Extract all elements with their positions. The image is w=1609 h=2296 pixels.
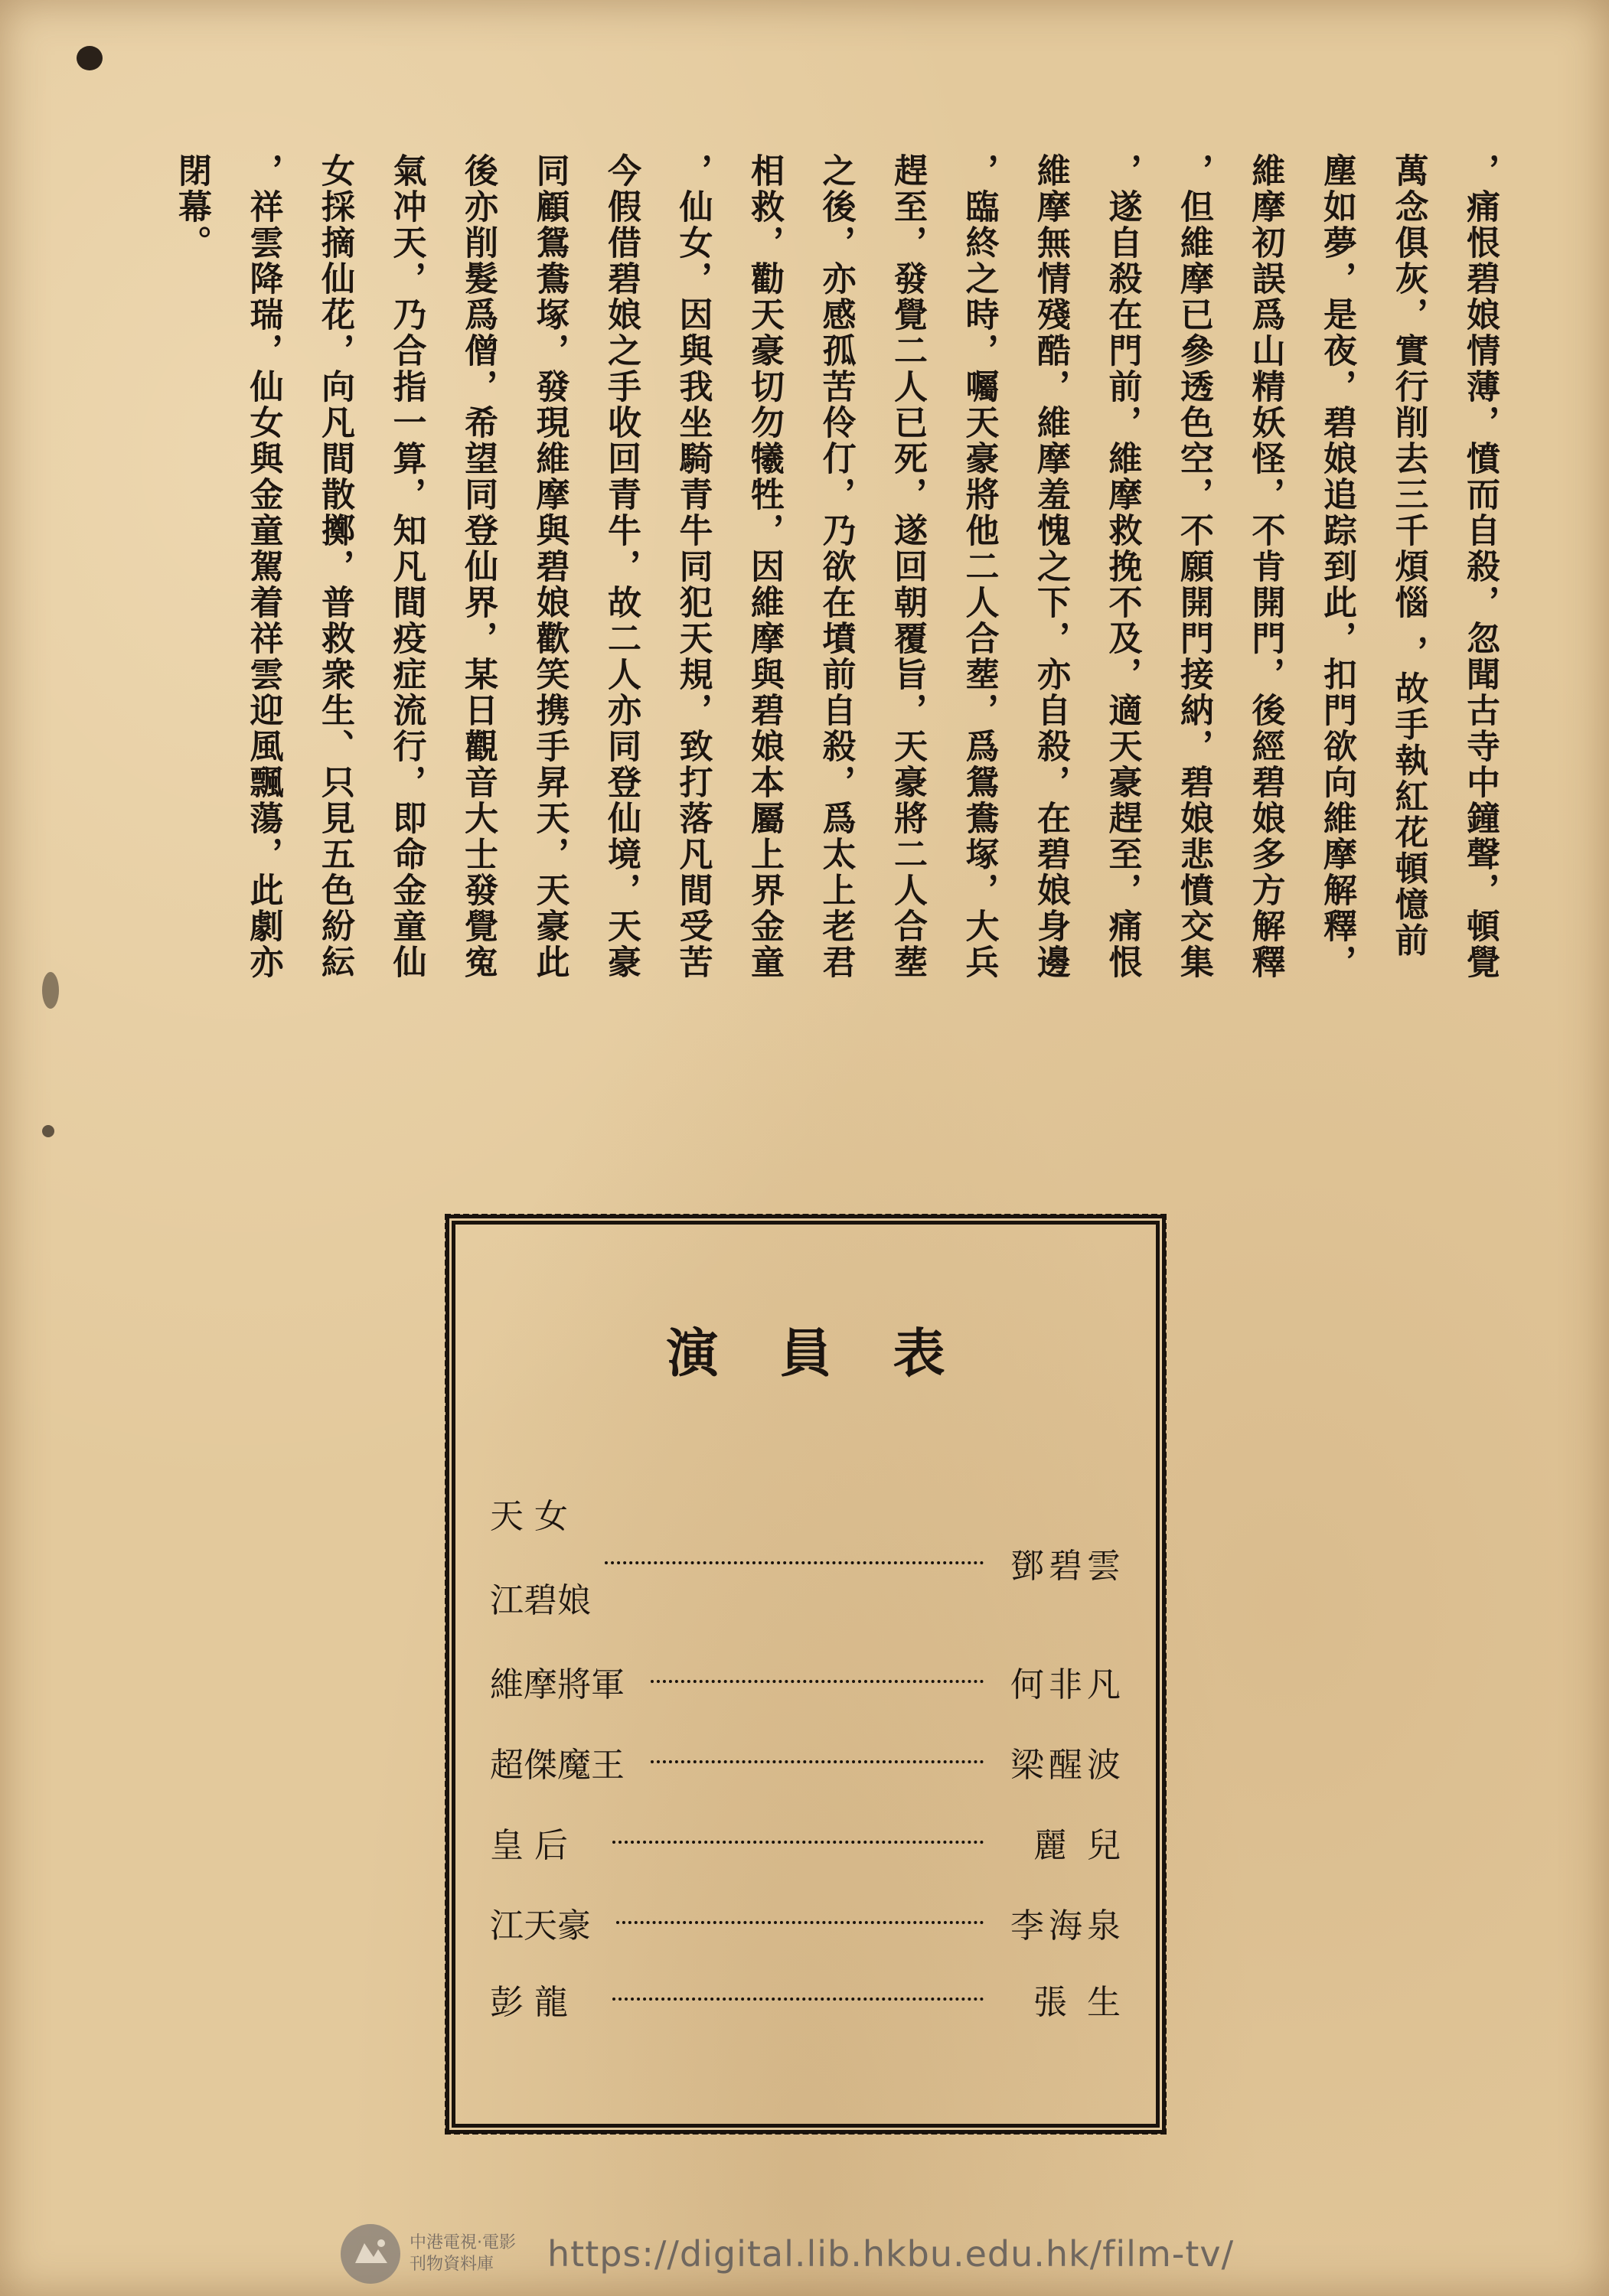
cast-role: 皇 后	[490, 1826, 568, 1865]
cast-role: 天 女	[490, 1497, 568, 1536]
leader-dots	[616, 1921, 984, 1924]
ink-spot	[77, 46, 103, 70]
synopsis-column: 今假借碧娘之手收回青牛，故二人亦同登仙境，天豪	[602, 153, 641, 980]
cast-role: 超傑魔王	[490, 1746, 625, 1785]
synopsis-column: ，但維摩已參透色空，不願開門接納，碧娘悲憤交集	[1174, 153, 1213, 980]
synopsis-column: 萬念俱灰，實行削去三千煩惱 ，故手執紅花頓憶前	[1389, 153, 1428, 959]
ink-spot	[42, 1125, 54, 1137]
library-name-line: 刊物資料庫	[410, 2255, 494, 2274]
cast-actor: 梁醒波	[1010, 1746, 1125, 1785]
synopsis-column: ，仙女，因與我坐騎青牛同犯天規，致打落凡間受苦	[673, 153, 713, 980]
cast-actor: 李海泉	[1010, 1906, 1125, 1945]
synopsis-column: ，祥雲降瑞，仙女與金童駕着祥雲迎風飄蕩，此劇亦	[243, 153, 283, 980]
cast-row	[490, 1898, 1125, 1944]
synopsis-column: ，痛恨碧娘情薄，憤而自殺，忽聞古寺中鐘聲，頓覺	[1461, 153, 1500, 980]
cast-row	[490, 1489, 1125, 1534]
synopsis-column: 同顧鴛鴦塚，發現維摩與碧娘歡笑携手昇天，天豪此	[530, 153, 570, 980]
cast-actor: 麗 兒	[1033, 1826, 1125, 1865]
cast-row	[490, 1737, 1125, 1783]
cast-role: 彭 龍	[490, 1983, 568, 2022]
cast-role: 維摩將軍	[490, 1665, 625, 1704]
cast-role: 江天豪	[490, 1906, 591, 1945]
synopsis-column: 塵如夢，是夜，碧娘追踪到此，扣門欲向維摩解釋，	[1317, 153, 1356, 980]
library-name-line: 中港電視·電影	[410, 2233, 516, 2252]
leader-dots	[612, 1841, 984, 1844]
library-logo-icon	[341, 2224, 400, 2284]
cast-list-title: 演員表	[666, 1323, 1007, 1384]
synopsis-column: ，遂自殺在門前，維摩救挽不及，適天豪趕至，痛恨	[1102, 153, 1142, 980]
library-url-link[interactable]: https://digital.lib.hkbu.edu.hk/film-tv/	[547, 2233, 1235, 2275]
synopsis-column: 趕至，發覺二人已死，遂回朝覆旨，天豪將二人合塟	[888, 153, 927, 980]
leader-dots	[651, 1760, 984, 1763]
synopsis-column: 女採摘仙花，向凡間散擲，普救衆生、只見五色紛紜	[315, 153, 354, 980]
synopsis-column: 之後，亦感孤苦伶仃，乃欲在墳前自殺，爲太上老君	[816, 153, 856, 980]
synopsis-column: ，臨終之時，囑天豪將他二人合塟，爲鴛鴦塚，大兵	[959, 153, 999, 980]
cast-row	[490, 1657, 1125, 1703]
synopsis-column: 相救，勸天豪切勿犧牲，因維摩與碧娘本屬上界金童	[745, 153, 784, 980]
library-name	[410, 2232, 540, 2275]
cast-row	[490, 1975, 1125, 2020]
synopsis-column: 維摩初誤爲山精妖怪，不肯開門，後經碧娘多方解釋	[1245, 153, 1285, 980]
cast-list-box	[452, 1221, 1160, 2128]
leader-dots	[605, 1561, 984, 1564]
leader-dots	[612, 1998, 984, 2001]
cast-row	[490, 1818, 1125, 1864]
synopsis-column: 維摩無情殘酷，維摩羞愧之下，亦自殺，在碧娘身邊	[1031, 153, 1070, 980]
synopsis-text	[172, 153, 1516, 1133]
leader-dots	[651, 1680, 984, 1683]
cast-actor: 張 生	[1033, 1983, 1125, 2022]
cast-row	[490, 1573, 1125, 1619]
cast-role: 江碧娘	[490, 1581, 591, 1620]
ink-spot	[42, 972, 59, 1009]
synopsis-column: 氣冲天，乃合指一算，知凡間疫症流行，即命金童仙	[387, 153, 426, 980]
cast-actor: 鄧碧雲	[1010, 1547, 1125, 1586]
library-watermark	[341, 2223, 1320, 2285]
synopsis-column: 閉幕。	[172, 153, 211, 261]
synopsis-column: 後亦削髮爲僧，希望同登仙界，某日觀音大士發覺寃	[459, 153, 498, 980]
cast-actor: 何非凡	[1010, 1665, 1125, 1704]
